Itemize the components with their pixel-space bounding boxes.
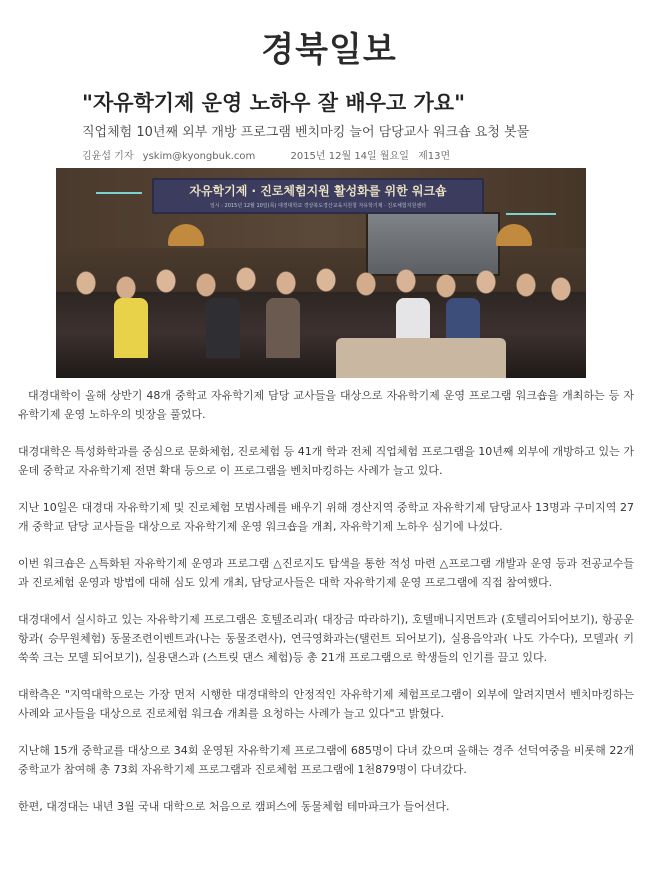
photo-person <box>266 298 300 358</box>
photo-neon-light <box>96 192 142 194</box>
article-paragraph: 대학측은 "지역대학으로는 가장 먼저 시행한 대경대학의 안정적인 자유학기제 체험프로그램이 외부에 알려지면서 벤치마킹하는 사례와 교사들을 대상으로 진로체험 워크숍 개최를 요청하는 사례가 늘고 있다"고 밝혔다. <box>18 688 634 720</box>
byline-date: 2015년 12월 14일 월요일 <box>290 151 409 162</box>
photo-neon-light <box>506 213 556 215</box>
article-paragraph: 대경대에서 실시하고 있는 자유학기제 프로그램은 호텔조리과( 대장금 따라하기), 호텔매니지먼트과 (호텔리어되어보기), 항공운항과( 승무원체험) 동물조련이벤트과(나는 동물조련사), 연극영화과는(탤런트 되어보기), 실용음악과( 나도 가수다), 모델과( 키 쑥쑥 크는 모델 되어보기), 실용댄스과 (스트릿 댄스 체험)등 총 21개 프로그램으로 학생들의 인기를 끌고 있다. <box>18 613 634 664</box>
photo-person <box>114 298 148 358</box>
article-byline <box>82 147 562 162</box>
article-paragraph: 지난해 15개 중학교를 대상으로 34회 운영된 자유학기제 프로그램에 685명이 다녀 갔으며 올해는 경주 선덕여중을 비롯해 22개 중학교가 참여해 총 73회 자유학기제 프로그램과 진로체험 프로그램에 1천879명이 다녀갔다. <box>18 744 634 776</box>
byline-author: 김윤섭 기자 <box>82 151 134 162</box>
article-paragraph: 이번 워크숍은 △특화된 자유학기제 운영과 프로그램 △진로지도 탐색을 통한 적성 마련 △프로그램 개발과 운영 등과 전공교수들과 진로체험 운영과 방법에 대해 심도 있게 개최, 담당교사들은 대학 자유학기제 운영 프로그램에 직접 참여했다. <box>18 557 634 589</box>
photo-banner-host: 경상북도경산교육지원청 자유학기제 · 진로체험지원센터 <box>303 203 426 209</box>
photo-banner-venue: 대경대학교 <box>277 203 303 209</box>
article-headline: "자유학기제 운영 노하우 잘 배우고 가요" <box>82 91 466 115</box>
article-subheadline: 직업체험 10년째 외부 개방 프로그램 벤치마킹 늘어 담당교사 워크숍 요청 봇물 <box>82 125 530 140</box>
article-paragraph: 대경대학이 올해 상반기 48개 중학교 자유학기제 담당 교사들을 대상으로 자유학기제 운영 프로그램 워크숍을 개최하는 등 자유학기제 운영 노하우의 빗장을 풀었다. <box>18 389 634 421</box>
byline-email: yskim@kyongbuk.com <box>142 151 256 162</box>
article-photo <box>56 168 586 378</box>
photo-person <box>206 298 240 358</box>
newspaper-masthead: 경북일보 <box>261 30 397 70</box>
photo-banner-title: 자유학기제 · 진로체험지원 활성화를 위한 워크숍 <box>189 184 447 198</box>
photo-banner <box>152 178 484 214</box>
article-paragraph: 한편, 대경대는 내년 3월 국내 대학으로 처음으로 캠퍼스에 동물체험 테마파크가 들어선다. <box>18 800 450 813</box>
photo-table <box>336 338 506 378</box>
photo-banner-date: 일시 : 2015년 12월 10일(목) <box>210 203 277 209</box>
byline-page: 제13면 <box>418 151 451 162</box>
article-paragraph: 지난 10일은 대경대 자유학기제 및 진로체험 모범사례를 배우기 위해 경산지역 중학교 자유학기제 담당교사 13명과 구미지역 27개 중학교 담당 교사들을 대상으로 자유학기제 운영 워크숍을 개최, 자유학기제 노하우 심기에 나섰다. <box>18 501 634 533</box>
article-paragraph: 대경대학은 특성화학과를 중심으로 문화체험, 진로체험 등 41개 학과 전체 직업체험 프로그램을 10년째 외부에 개방하고 있는 가운데 중학교 자유학기제 전면 확대 등으로 이 프로그램을 벤치마킹하는 사례가 늘고 있다. <box>18 445 634 477</box>
article-body <box>18 386 634 834</box>
